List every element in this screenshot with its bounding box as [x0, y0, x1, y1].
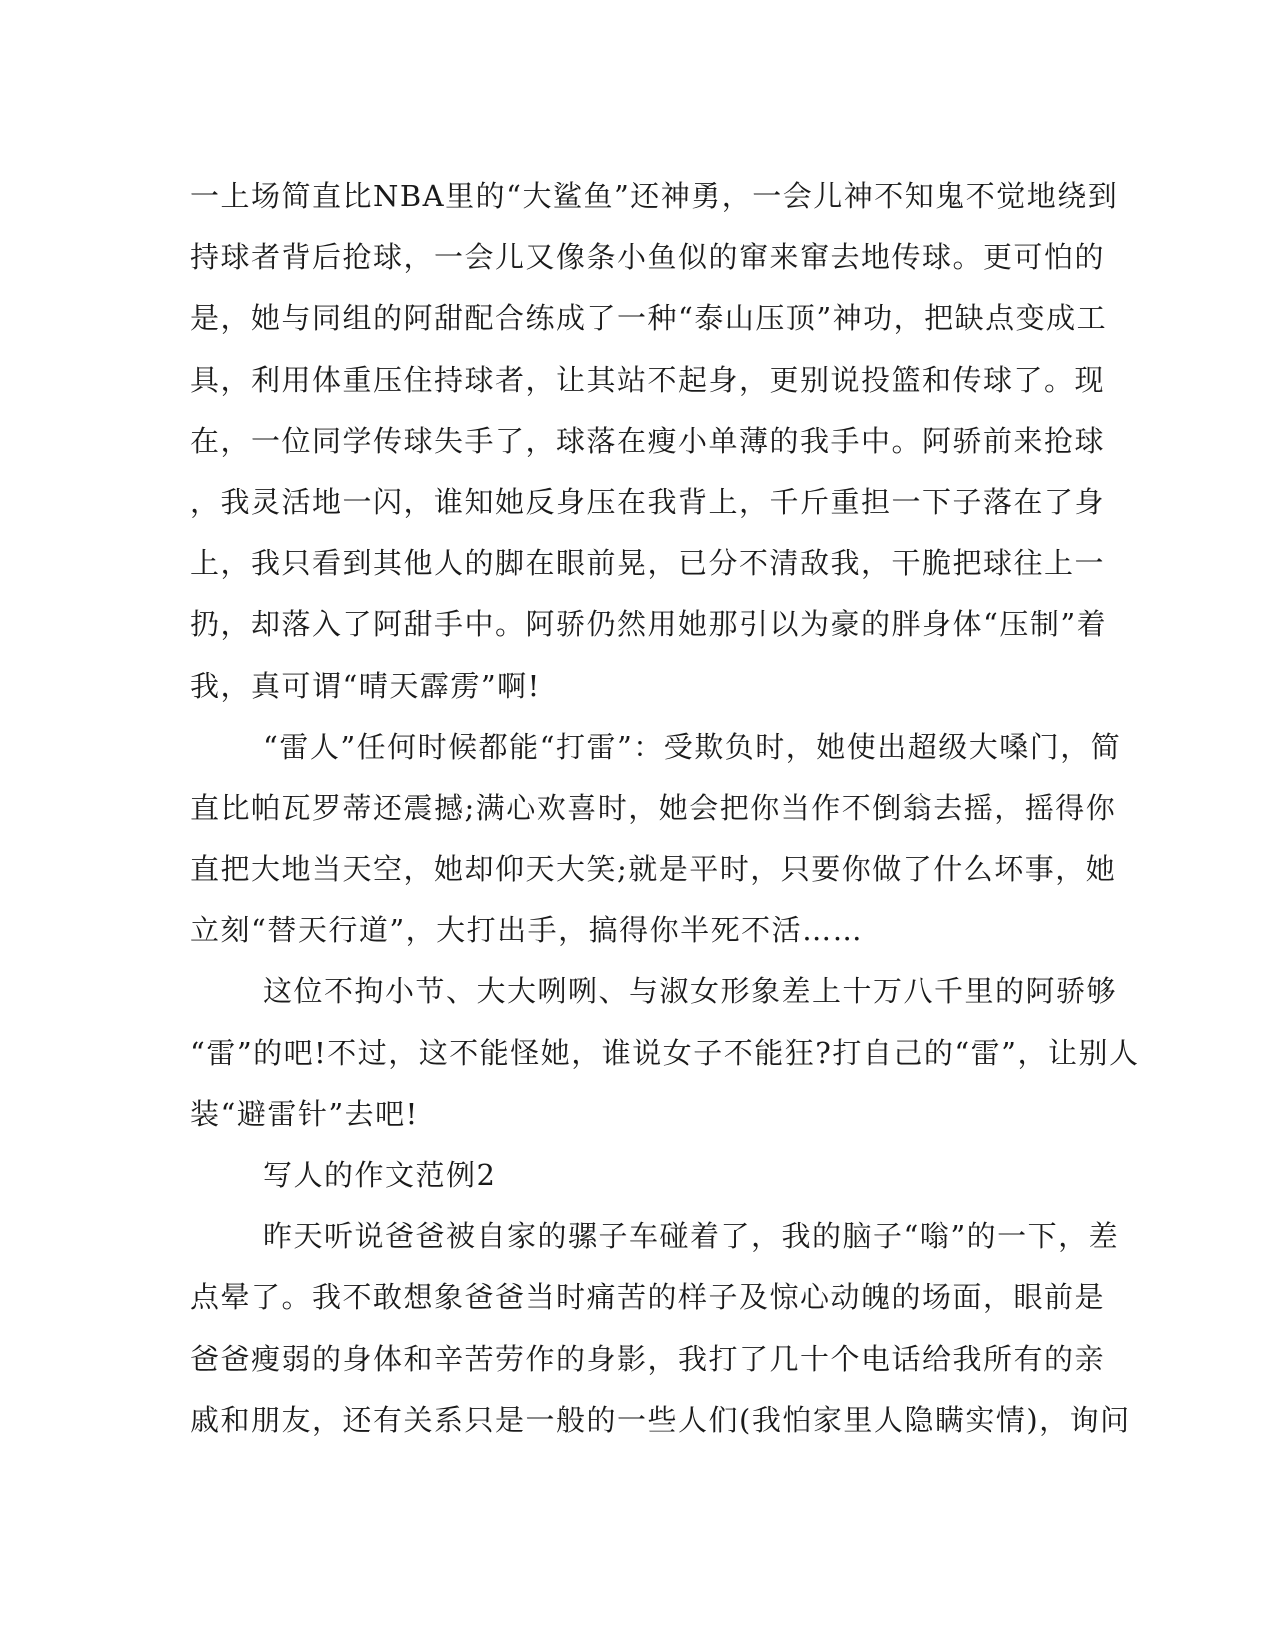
text-line: 上，我只看到其他人的脚在眼前晃，已分不清敌我，干脆把球往上一: [190, 546, 1106, 581]
text-line: 点晕了。我不敢想象爸爸当时痛苦的样子及惊心动魄的场面，眼前是: [190, 1280, 1106, 1315]
text-line: 一上场简直比NBA里的“大鲨鱼”还神勇，一会儿神不知鬼不觉地绕到: [190, 179, 1119, 213]
paragraph-start-line: “雷人”任何时候都能“打雷”：受欺负时，她使出超级大嗓门，简: [263, 729, 1122, 764]
text-line: 持球者背后抢球，一会儿又像条小鱼似的窜来窜去地传球。更可怕的: [190, 240, 1106, 275]
text-line: ，我灵活地一闪，谁知她反身压在我背上，千斤重担一下子落在了身: [190, 484, 1106, 519]
text-line: 在，一位同学传球失手了，球落在瘦小单薄的我手中。阿骄前来抢球: [190, 423, 1106, 458]
text-line: 直比帕瓦罗蒂还震撼;满心欢喜时，她会把你当作不倒翁去摇，摇得你: [190, 790, 1117, 825]
text-line: 装“避雷针”去吧!: [190, 1096, 419, 1131]
text-line: 戚和朋友，还有关系只是一般的一些人们(我怕家里人隐瞒实情)，询问: [190, 1402, 1131, 1437]
text-line: 具，利用体重压住持球者，让其站不起身，更别说投篮和传球了。现: [190, 362, 1106, 397]
paragraph-start-line: 昨天听说爸爸被自家的骡子车碰着了，我的脑子“嗡”的一下，差: [263, 1219, 1120, 1254]
text-line: 我，真可谓“晴天霹雳”啊!: [190, 668, 541, 703]
text-line: 立刻“替天行道”，大打出手，搞得你半死不活……: [190, 913, 864, 948]
text-line: “雷”的吧!不过，这不能怪她，谁说女子不能狂?打自己的“雷”，让别人: [190, 1035, 1140, 1070]
text-line: 扔，却落入了阿甜手中。阿骄仍然用她那引以为豪的胖身体“压制”着: [190, 607, 1108, 642]
text-line: 直把大地当天空，她却仰天大笑;就是平时，只要你做了什么坏事，她: [190, 852, 1117, 887]
text-line: 是，她与同组的阿甜配合练成了一种“泰山压顶”神功，把缺点变成工: [190, 301, 1108, 336]
section-heading: 写人的作文范例2: [263, 1158, 497, 1192]
paragraph-start-line: 这位不拘小节、大大咧咧、与淑女形象差上十万八千里的阿骄够: [263, 974, 1118, 1009]
text-line: 爸爸瘦弱的身体和辛苦劳作的身影，我打了几十个电话给我所有的亲: [190, 1341, 1106, 1376]
essay-text: [190, 166, 1140, 1451]
